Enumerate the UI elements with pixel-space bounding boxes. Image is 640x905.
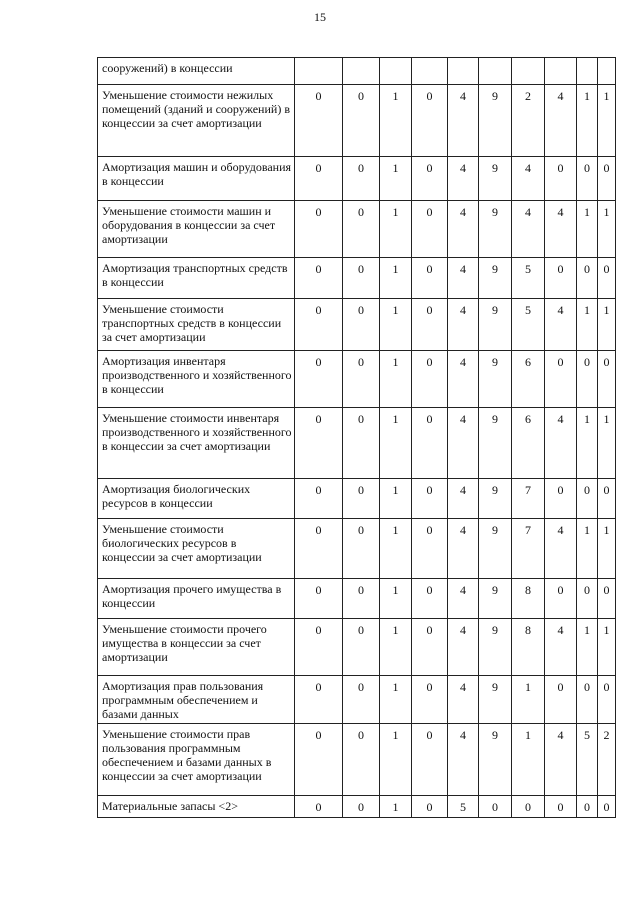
code-digit-cell: 0 (577, 579, 598, 619)
code-digit-cell: 0 (295, 351, 343, 408)
code-digit-cell: 1 (598, 299, 616, 351)
account-name-cell: Амортизация биологических ресурсов в концессии (98, 479, 295, 519)
code-digit-cell: 5 (448, 796, 479, 818)
code-digit-cell: 0 (412, 201, 448, 258)
table-row (98, 299, 616, 351)
code-digit-cell: 0 (598, 258, 616, 299)
page-number: 15 (314, 10, 326, 24)
code-digit-cell: 1 (577, 519, 598, 579)
code-digit-cell: 8 (512, 579, 545, 619)
code-digit-cell: 4 (448, 619, 479, 676)
code-digit-cell: 1 (577, 408, 598, 479)
account-name-cell: Уменьшение стоимости нежилых помещений (зданий и сооружений) в концессии за счет амортизации (98, 85, 295, 157)
code-digit-cell (479, 58, 512, 85)
table-row (98, 724, 616, 796)
code-digit-cell: 8 (512, 619, 545, 676)
code-digit-cell: 4 (545, 519, 577, 579)
table-row (98, 676, 616, 724)
account-name-cell: Амортизация прав пользования программным обеспечением и базами данных (98, 676, 295, 724)
code-digit-cell: 0 (545, 258, 577, 299)
code-digit-cell: 9 (479, 519, 512, 579)
code-digit-cell: 0 (295, 676, 343, 724)
code-digit-cell: 4 (448, 201, 479, 258)
code-digit-cell: 4 (448, 351, 479, 408)
code-digit-cell: 4 (545, 619, 577, 676)
code-digit-cell: 0 (343, 258, 380, 299)
code-digit-cell: 1 (512, 676, 545, 724)
code-digit-cell: 4 (448, 519, 479, 579)
code-digit-cell: 0 (343, 619, 380, 676)
code-digit-cell: 4 (512, 201, 545, 258)
code-digit-cell: 0 (577, 796, 598, 818)
code-digit-cell: 0 (412, 579, 448, 619)
code-digit-cell: 1 (380, 676, 412, 724)
code-digit-cell: 2 (598, 724, 616, 796)
account-name-cell: сооружений) в концессии (98, 58, 295, 85)
account-name-cell: Материальные запасы <2> (98, 796, 295, 818)
code-digit-cell: 9 (479, 619, 512, 676)
code-digit-cell (380, 58, 412, 85)
account-name-cell: Уменьшение стоимости прав пользования программным обеспечением и базами данных в концессии за счет амортизации (98, 724, 295, 796)
code-digit-cell: 0 (343, 299, 380, 351)
code-digit-cell: 0 (295, 519, 343, 579)
account-name-cell: Уменьшение стоимости машин и оборудования в концессии за счет амортизации (98, 201, 295, 258)
code-digit-cell: 0 (343, 157, 380, 201)
code-digit-cell: 1 (512, 724, 545, 796)
code-digit-cell: 0 (295, 258, 343, 299)
table-body (98, 58, 616, 818)
code-digit-cell: 0 (343, 408, 380, 479)
account-name-cell: Уменьшение стоимости биологических ресурсов в концессии за счет амортизации (98, 519, 295, 579)
code-digit-cell: 5 (512, 258, 545, 299)
table-row (98, 619, 616, 676)
table-row (98, 519, 616, 579)
code-digit-cell: 6 (512, 351, 545, 408)
code-digit-cell: 0 (295, 619, 343, 676)
code-digit-cell: 0 (598, 796, 616, 818)
code-digit-cell: 9 (479, 724, 512, 796)
code-digit-cell: 0 (343, 796, 380, 818)
code-digit-cell: 1 (598, 408, 616, 479)
code-digit-cell: 4 (512, 157, 545, 201)
code-digit-cell: 0 (343, 351, 380, 408)
code-digit-cell: 0 (295, 579, 343, 619)
code-digit-cell: 0 (412, 519, 448, 579)
code-digit-cell: 0 (545, 676, 577, 724)
code-digit-cell: 9 (479, 299, 512, 351)
code-digit-cell: 5 (512, 299, 545, 351)
code-digit-cell: 9 (479, 157, 512, 201)
table-row (98, 579, 616, 619)
code-digit-cell: 0 (343, 676, 380, 724)
code-digit-cell: 0 (295, 85, 343, 157)
table-row (98, 58, 616, 85)
code-digit-cell: 0 (577, 676, 598, 724)
code-digit-cell: 0 (412, 299, 448, 351)
code-digit-cell: 7 (512, 479, 545, 519)
code-digit-cell: 0 (343, 724, 380, 796)
code-digit-cell: 9 (479, 351, 512, 408)
account-name-cell: Амортизация машин и оборудования в концессии (98, 157, 295, 201)
code-digit-cell: 0 (343, 479, 380, 519)
code-digit-cell: 0 (598, 579, 616, 619)
code-digit-cell: 0 (545, 579, 577, 619)
code-digit-cell: 0 (343, 519, 380, 579)
code-digit-cell: 1 (380, 351, 412, 408)
code-digit-cell: 0 (545, 157, 577, 201)
code-digit-cell: 4 (545, 85, 577, 157)
code-digit-cell: 0 (412, 85, 448, 157)
code-digit-cell: 9 (479, 479, 512, 519)
code-digit-cell: 0 (343, 579, 380, 619)
code-digit-cell: 1 (380, 258, 412, 299)
code-digit-cell (412, 58, 448, 85)
code-digit-cell: 4 (448, 676, 479, 724)
table-row (98, 201, 616, 258)
code-digit-cell: 0 (545, 796, 577, 818)
code-digit-cell: 0 (295, 408, 343, 479)
code-digit-cell: 0 (412, 408, 448, 479)
code-digit-cell: 1 (380, 408, 412, 479)
code-digit-cell: 1 (598, 201, 616, 258)
code-digit-cell: 0 (577, 258, 598, 299)
code-digit-cell: 0 (598, 351, 616, 408)
code-digit-cell: 4 (545, 201, 577, 258)
table-row (98, 85, 616, 157)
code-digit-cell: 1 (380, 579, 412, 619)
code-digit-cell: 1 (380, 724, 412, 796)
code-digit-cell: 1 (380, 201, 412, 258)
account-name-cell: Уменьшение стоимости инвентаря производственного и хозяйственного в концессии за счет амортизации (98, 408, 295, 479)
code-digit-cell (545, 58, 577, 85)
code-digit-cell: 4 (448, 724, 479, 796)
code-digit-cell: 9 (479, 85, 512, 157)
code-digit-cell: 5 (577, 724, 598, 796)
code-digit-cell: 0 (545, 479, 577, 519)
code-digit-cell: 9 (479, 201, 512, 258)
code-digit-cell (295, 58, 343, 85)
code-digit-cell (343, 58, 380, 85)
code-digit-cell: 0 (412, 676, 448, 724)
code-digit-cell: 4 (448, 479, 479, 519)
code-digit-cell: 1 (380, 796, 412, 818)
code-digit-cell: 4 (448, 299, 479, 351)
code-digit-cell: 1 (598, 85, 616, 157)
code-digit-cell: 0 (577, 351, 598, 408)
code-digit-cell: 4 (448, 85, 479, 157)
account-name-cell: Уменьшение стоимости транспортных средств в концессии за счет амортизации (98, 299, 295, 351)
code-digit-cell: 4 (545, 724, 577, 796)
code-digit-cell: 1 (380, 479, 412, 519)
code-digit-cell: 0 (343, 201, 380, 258)
table-row (98, 408, 616, 479)
code-digit-cell: 0 (545, 351, 577, 408)
table-row (98, 479, 616, 519)
code-digit-cell: 0 (412, 351, 448, 408)
code-digit-cell: 0 (295, 201, 343, 258)
code-digit-cell: 0 (412, 479, 448, 519)
table-row (98, 157, 616, 201)
code-digit-cell: 6 (512, 408, 545, 479)
code-digit-cell: 0 (295, 157, 343, 201)
code-digit-cell: 0 (295, 724, 343, 796)
code-digit-cell: 0 (295, 299, 343, 351)
code-digit-cell: 0 (577, 157, 598, 201)
code-digit-cell: 1 (380, 157, 412, 201)
code-digit-cell: 0 (512, 796, 545, 818)
code-digit-cell (448, 58, 479, 85)
table-row (98, 258, 616, 299)
code-digit-cell: 1 (577, 619, 598, 676)
code-digit-cell: 4 (448, 579, 479, 619)
code-digit-cell: 4 (545, 408, 577, 479)
code-digit-cell (512, 58, 545, 85)
table-row (98, 796, 616, 818)
code-digit-cell (577, 58, 598, 85)
code-digit-cell: 1 (577, 299, 598, 351)
code-digit-cell: 0 (295, 479, 343, 519)
code-digit-cell: 0 (479, 796, 512, 818)
account-name-cell: Амортизация транспортных средств в концессии (98, 258, 295, 299)
code-digit-cell: 9 (479, 676, 512, 724)
code-digit-cell: 4 (545, 299, 577, 351)
code-digit-cell: 1 (380, 519, 412, 579)
code-digit-cell: 4 (448, 258, 479, 299)
code-digit-cell: 0 (598, 676, 616, 724)
code-digit-cell: 0 (412, 157, 448, 201)
code-digit-cell: 0 (412, 619, 448, 676)
account-name-cell: Амортизация инвентаря производственного и хозяйственного в концессии (98, 351, 295, 408)
code-digit-cell: 2 (512, 85, 545, 157)
code-digit-cell: 0 (598, 157, 616, 201)
code-digit-cell: 1 (380, 299, 412, 351)
code-digit-cell: 1 (577, 85, 598, 157)
account-name-cell: Амортизация прочего имущества в концессии (98, 579, 295, 619)
code-digit-cell: 9 (479, 579, 512, 619)
code-digit-cell: 9 (479, 408, 512, 479)
code-digit-cell: 0 (295, 796, 343, 818)
code-digit-cell: 1 (598, 519, 616, 579)
table-row (98, 351, 616, 408)
code-digit-cell: 1 (577, 201, 598, 258)
code-digit-cell: 1 (380, 85, 412, 157)
code-digit-cell: 0 (412, 796, 448, 818)
code-digit-cell: 1 (598, 619, 616, 676)
code-digit-cell (598, 58, 616, 85)
code-digit-cell: 1 (380, 619, 412, 676)
code-digit-cell: 0 (343, 85, 380, 157)
code-digit-cell: 0 (577, 479, 598, 519)
account-codes-table (97, 57, 616, 818)
code-digit-cell: 9 (479, 258, 512, 299)
code-digit-cell: 0 (598, 479, 616, 519)
code-digit-cell: 0 (412, 258, 448, 299)
code-digit-cell: 4 (448, 157, 479, 201)
code-digit-cell: 4 (448, 408, 479, 479)
account-name-cell: Уменьшение стоимости прочего имущества в концессии за счет амортизации (98, 619, 295, 676)
code-digit-cell: 7 (512, 519, 545, 579)
code-digit-cell: 0 (412, 724, 448, 796)
